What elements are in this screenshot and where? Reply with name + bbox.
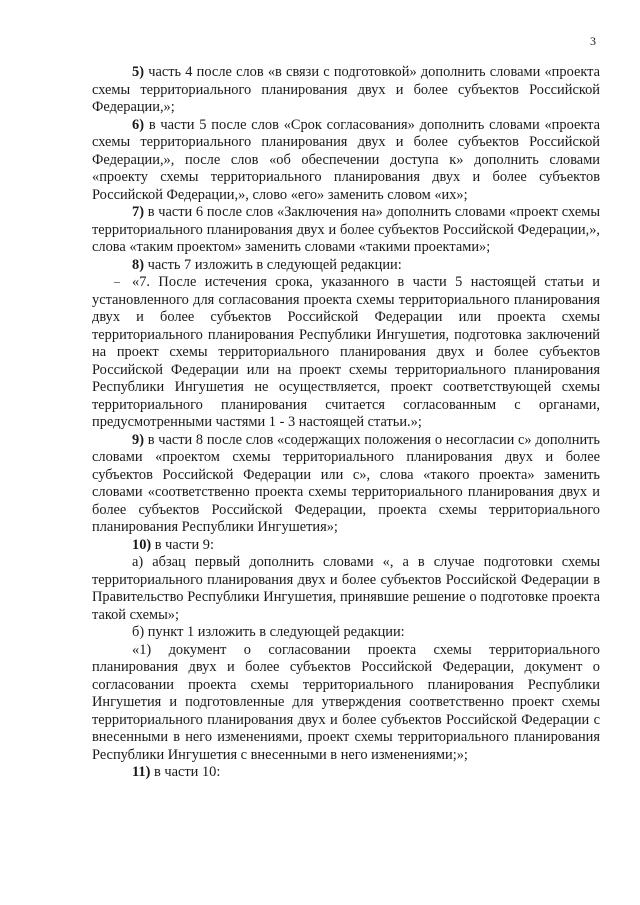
- page-number: 3: [590, 34, 596, 48]
- paragraph-8: [92, 257, 600, 275]
- paragraph-10-b: [92, 624, 600, 642]
- item-number: 5): [132, 64, 144, 80]
- paragraph-9: [92, 432, 600, 537]
- paragraph-10-a: [92, 554, 600, 624]
- paragraph-text: «1) документ о согласовании проекта схемы территориального планирования двух и более субъектов Российской Федерации, документ о согласовании проекта схемы территориального планирования Республики Ингушетия и подготовленные для утверждения соответственно проект схемы территориального планирования двух и более субъектов Российской Федерации с внесенными в него изменениями, проект схемы территориального планирования Республики Ингушетия с внесенными в него изменениями;»;: [92, 641, 600, 763]
- paragraph-text: а) абзац первый дополнить словами «, а в случае подготовки схемы территориального планирования двух и более субъектов Российской Федерации в Правительство Республики Ингушетия, принявшие решение о подготовке проекта такой схемы»;: [92, 554, 600, 623]
- margin-mark: –: [114, 274, 120, 288]
- paragraph-text: в части 9:: [151, 536, 214, 553]
- item-number: 11): [132, 764, 151, 780]
- item-number: 10): [132, 536, 152, 553]
- paragraph-text: «7. После истечения срока, указанного в части 5 настоящей статьи и установленного для согласования проекта схемы территориального планирования двух и более субъектов Российской Федерации или проекта схемы территориального планирования Республики Ингушетия, подготовка заключений на проект схемы территориального планирования двух и более субъектов Российской Федерации или на проект схемы территориального планирования Республики Ингушетия не осуществляется, проект соответствующей схемы территориального планирования считается согласованным с органами, предусмотренными частями 1 - 3 настоящей статьи.»;: [92, 274, 600, 430]
- paragraph-10-b-quote: [92, 642, 600, 765]
- paragraph-text: часть 7 изложить в следующей редакции:: [144, 256, 402, 273]
- item-number: 8): [132, 256, 144, 273]
- item-number: 6): [132, 116, 144, 133]
- item-number: 9): [132, 431, 144, 448]
- paragraph-text: часть 4 после слов «в связи с подготовкой» дополнить словами «проекта схемы территориального планирования двух и более субъектов Российской Федерации,»;: [92, 64, 600, 115]
- paragraph-7: [92, 204, 600, 257]
- paragraph-text: в части 5 после слов «Срок согласования» дополнить словами «проекта схемы территориального планирования двух и более субъектов Российской Федерации,», после слов «об обеспечении доступа к» дополнить словами «проекту схемы территориального планирования двух и более субъектов Российской Федерации,», слово «его» заменить словом «их»;: [92, 116, 600, 203]
- paragraph-text: б) пункт 1 изложить в следующей редакции:: [132, 624, 405, 640]
- paragraph-5: [92, 64, 600, 117]
- paragraph-text: в части 8 после слов «содержащих положения о несогласии с» дополнить словами «проектом схемы территориального планирования двух и более субъектов Российской Федерации или с», слова «такого проекта» заменить словами «соответственно проекта схемы территориального планирования двух и более субъектов Российской Федерации, проекта схемы территориального планирования Республики Ингушетия»;: [92, 431, 600, 535]
- paragraph-11: [92, 764, 600, 782]
- document-body: [92, 64, 600, 782]
- paragraph-10: [92, 537, 600, 555]
- paragraph-text: в части 10:: [150, 764, 221, 780]
- paragraph-6: [92, 117, 600, 205]
- paragraph-8-quote: [92, 274, 600, 432]
- paragraph-text: в части 6 после слов «Заключения на» дополнить словами «проект схемы территориального планирования двух и более субъектов Российской Федерации,», слова «таким проектом» заменить словами «такими проектами»;: [92, 204, 600, 255]
- item-number: 7): [132, 204, 144, 220]
